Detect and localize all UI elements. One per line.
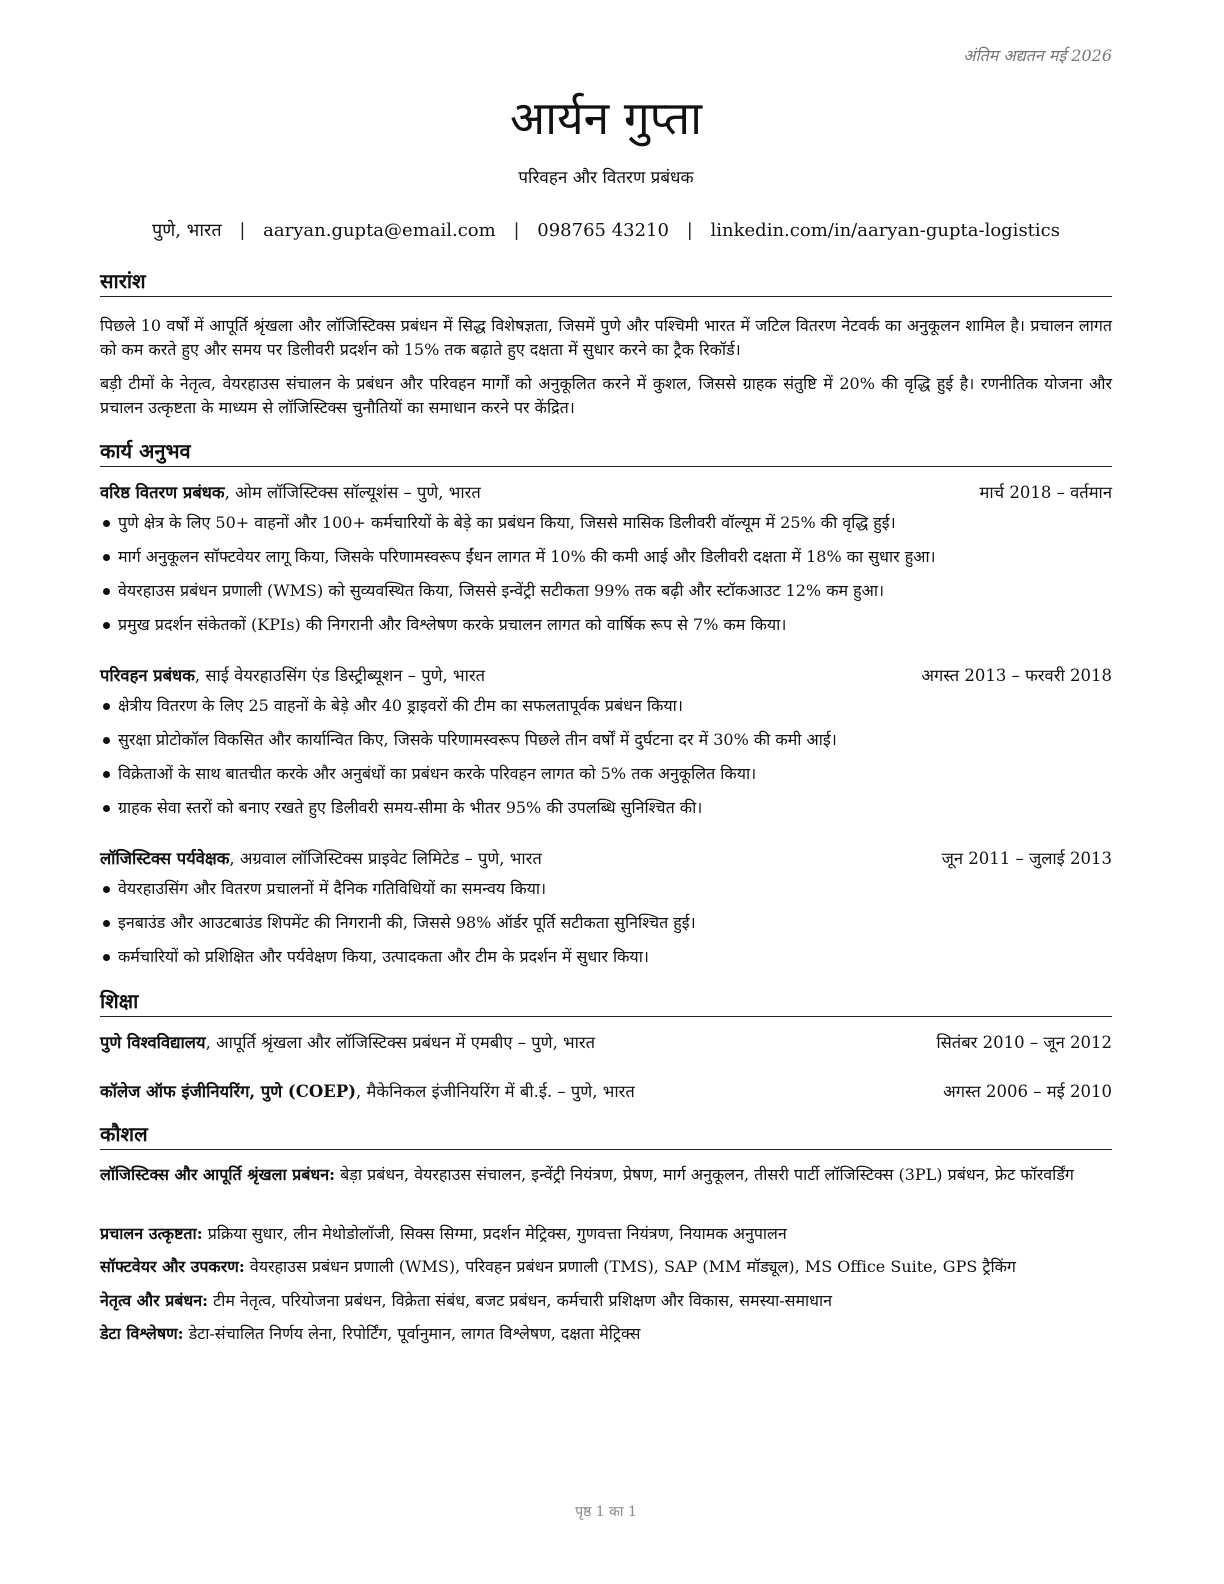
list-item: ग्राहक सेवा स्तरों को बनाए रखते हुए डिलीवरी समय-सीमा के भीतर 95% की उपलब्धि सुनिश्चित की। bbox=[100, 796, 1112, 830]
experience-heading: कार्य अनुभव bbox=[100, 438, 1112, 467]
phone-number[interactable]: 098765 43210 bbox=[537, 220, 669, 241]
skill-label: डेटा विश्लेषण: bbox=[100, 1324, 184, 1343]
contact-separator: | bbox=[686, 220, 693, 241]
location: पुणे, भारत bbox=[151, 220, 222, 241]
skill-label: प्रचालन उत्कृष्टता: bbox=[100, 1224, 203, 1243]
job-dates: जून 2011 – जुलाई 2013 bbox=[941, 849, 1112, 868]
job-header bbox=[100, 481, 1112, 505]
list-item: क्षेत्रीय वितरण के लिए 25 वाहनों के बेड़े और 40 ड्राइवरों की टीम का सफलतापूर्वक प्रबंधन किया। bbox=[100, 694, 1112, 728]
skill-label: नेतृत्व और प्रबंधन: bbox=[100, 1291, 209, 1310]
education-dates: सितंबर 2010 – जून 2012 bbox=[936, 1033, 1112, 1052]
job-bullets bbox=[100, 511, 1112, 647]
summary-paragraph-2: बड़ी टीमों के नेतृत्व, वेयरहाउस संचालन के प्रबंधन और परिवहन मार्गों को अनुकूलित करने में कुशल, जिससे ग्राहक संतुष्टि में 20% की वृद्धि हुई है। रणनीतिक योजना और प्रचालन उत्कृष्टता के माध्यम से लॉजिस्टिक्स चुनौतियों का समाधान करने पर केंद्रित। bbox=[100, 374, 1112, 417]
skill-label: लॉजिस्टिक्स और आपूर्ति श्रृंखला प्रबंधन: bbox=[100, 1165, 336, 1184]
linkedin-link[interactable]: linkedin.com/in/aaryan-gupta-logistics bbox=[710, 220, 1060, 241]
education-entry bbox=[100, 1080, 1112, 1104]
skill-row bbox=[100, 1322, 1112, 1346]
summary-paragraph-1: पिछले 10 वर्षों में आपूर्ति श्रृंखला और लॉजिस्टिक्स प्रबंधन में सिद्ध विशेषज्ञता, जिसमें पुणे और पश्चिमी भारत में जटिल वितरण नेटवर्क का अनुकूलन शामिल है। प्रचालन लागत को कम करते हुए और समय पर डिलीवरी प्रदर्शन को 15% तक बढ़ाते हुए दक्षता में सुधार करने का ट्रैक रिकॉर्ड। bbox=[100, 316, 1112, 359]
job-role: परिवहन प्रबंधक bbox=[100, 666, 195, 685]
contact-line bbox=[100, 218, 1112, 244]
job-bullets bbox=[100, 694, 1112, 830]
skill-row bbox=[100, 1222, 1112, 1246]
job-dates: अगस्त 2013 – फरवरी 2018 bbox=[921, 666, 1112, 685]
education-entry bbox=[100, 1031, 1112, 1055]
job-header bbox=[100, 847, 1112, 871]
job-company: , अग्रवाल लॉजिस्टिक्स प्राइवेट लिमिटेड – पुणे, भारत bbox=[229, 849, 542, 868]
skill-row bbox=[100, 1163, 1112, 1187]
skill-value: बेड़ा प्रबंधन, वेयरहाउस संचालन, इन्वेंट्री नियंत्रण, प्रेषण, मार्ग अनुकूलन, तीसरी पार्टी लॉजिस्टिक्स (3PL) प्रबंधन, फ्रेट फॉरवर्डिंग bbox=[335, 1165, 1074, 1184]
job-company: , ओम लॉजिस्टिक्स सॉल्यूशंस – पुणे, भारत bbox=[224, 483, 481, 502]
job-dates: मार्च 2018 – वर्तमान bbox=[979, 483, 1112, 502]
degree-details: , आपूर्ति श्रृंखला और लॉजिस्टिक्स प्रबंधन में एमबीए – पुणे, भारत bbox=[205, 1033, 596, 1052]
contact-separator: | bbox=[513, 220, 520, 241]
skill-value: टीम नेतृत्व, परियोजना प्रबंधन, विक्रेता संबंध, बजट प्रबंधन, कर्मचारी प्रशिक्षण और विकास, समस्या-समाधान bbox=[208, 1291, 833, 1310]
list-item: प्रमुख प्रदर्शन संकेतकों (KPIs) की निगरानी और विश्लेषण करके प्रचालन लागत को वार्षिक रूप से 7% कम किया। bbox=[100, 613, 1112, 647]
job-company: , साई वेयरहाउसिंग एंड डिस्ट्रीब्यूशन – पुणे, भारत bbox=[194, 666, 486, 685]
last-updated-note: अंतिम अद्यतन मई 2026 bbox=[963, 46, 1112, 65]
skill-value: डेटा-संचालित निर्णय लेना, रिपोर्टिंग, पूर्वानुमान, लागत विश्लेषण, दक्षता मेट्रिक्स bbox=[183, 1324, 641, 1343]
job-role: वरिष्ठ वितरण प्रबंधक bbox=[100, 483, 225, 502]
page-number: पृष्ठ 1 का 1 bbox=[575, 1504, 637, 1520]
list-item: पुणे क्षेत्र के लिए 50+ वाहनों और 100+ कर्मचारियों के बेड़े का प्रबंधन किया, जिससे मासिक डिलीवरी वॉल्यूम में 25% की वृद्धि हुई। bbox=[100, 511, 1112, 545]
email-link[interactable]: aaryan.gupta@email.com bbox=[263, 220, 496, 241]
skill-row bbox=[100, 1289, 1112, 1313]
skill-row bbox=[100, 1255, 1112, 1279]
contact-separator: | bbox=[239, 220, 246, 241]
list-item: वेयरहाउसिंग और वितरण प्रचालनों में दैनिक गतिविधियों का समन्वय किया। bbox=[100, 877, 1112, 911]
job-header bbox=[100, 664, 1112, 688]
skill-value: वेयरहाउस प्रबंधन प्रणाली (WMS), परिवहन प्रबंधन प्रणाली (TMS), SAP (MM मॉड्यूल), MS Office Suite, GPS ट्रैकिंग bbox=[244, 1257, 1016, 1276]
school-name: पुणे विश्वविद्यालय bbox=[100, 1033, 206, 1052]
candidate-name: आर्यन गुप्ता bbox=[509, 91, 703, 145]
degree-details: , मैकेनिकल इंजीनियरिंग में बी.ई. – पुणे, भारत bbox=[356, 1082, 635, 1101]
job-role: लॉजिस्टिक्स पर्यवेक्षक bbox=[100, 849, 230, 868]
skill-value: प्रक्रिया सुधार, लीन मेथोडोलॉजी, सिक्स सिग्मा, प्रदर्शन मेट्रिक्स, गुणवत्ता नियंत्रण, नियामक अनुपालन bbox=[202, 1224, 787, 1243]
job-title: परिवहन और वितरण प्रबंधक bbox=[518, 168, 694, 188]
list-item: सुरक्षा प्रोटोकॉल विकसित और कार्यान्वित किए, जिसके परिणामस्वरूप पिछले तीन वर्षों में दुर्घटना दर में 30% की कमी आई। bbox=[100, 728, 1112, 762]
job-bullets bbox=[100, 877, 1112, 979]
summary-heading: सारांश bbox=[100, 268, 1112, 297]
education-dates: अगस्त 2006 – मई 2010 bbox=[943, 1082, 1112, 1101]
list-item: मार्ग अनुकूलन सॉफ्टवेयर लागू किया, जिसके परिणामस्वरूप ईंधन लागत में 10% की कमी आई और डिलीवरी दक्षता में 18% का सुधार हुआ। bbox=[100, 545, 1112, 579]
list-item: विक्रेताओं के साथ बातचीत करके और अनुबंधों का प्रबंधन करके परिवहन लागत को 5% तक अनुकूलित किया। bbox=[100, 762, 1112, 796]
school-name: कॉलेज ऑफ इंजीनियरिंग, पुणे (COEP) bbox=[100, 1082, 357, 1101]
list-item: वेयरहाउस प्रबंधन प्रणाली (WMS) को सुव्यवस्थित किया, जिससे इन्वेंट्री सटीकता 99% तक बढ़ी और स्टॉकआउट 12% कम हुआ। bbox=[100, 579, 1112, 613]
list-item: इनबाउंड और आउटबाउंड शिपमेंट की निगरानी की, जिससे 98% ऑर्डर पूर्ति सटीकता सुनिश्चित हुई। bbox=[100, 911, 1112, 945]
skill-label: सॉफ्टवेयर और उपकरण: bbox=[100, 1257, 245, 1276]
education-heading: शिक्षा bbox=[100, 988, 1112, 1017]
skills-heading: कौशल bbox=[100, 1121, 1112, 1150]
list-item: कर्मचारियों को प्रशिक्षित और पर्यवेक्षण किया, उत्पादकता और टीम के प्रदर्शन में सुधार किया। bbox=[100, 945, 1112, 979]
